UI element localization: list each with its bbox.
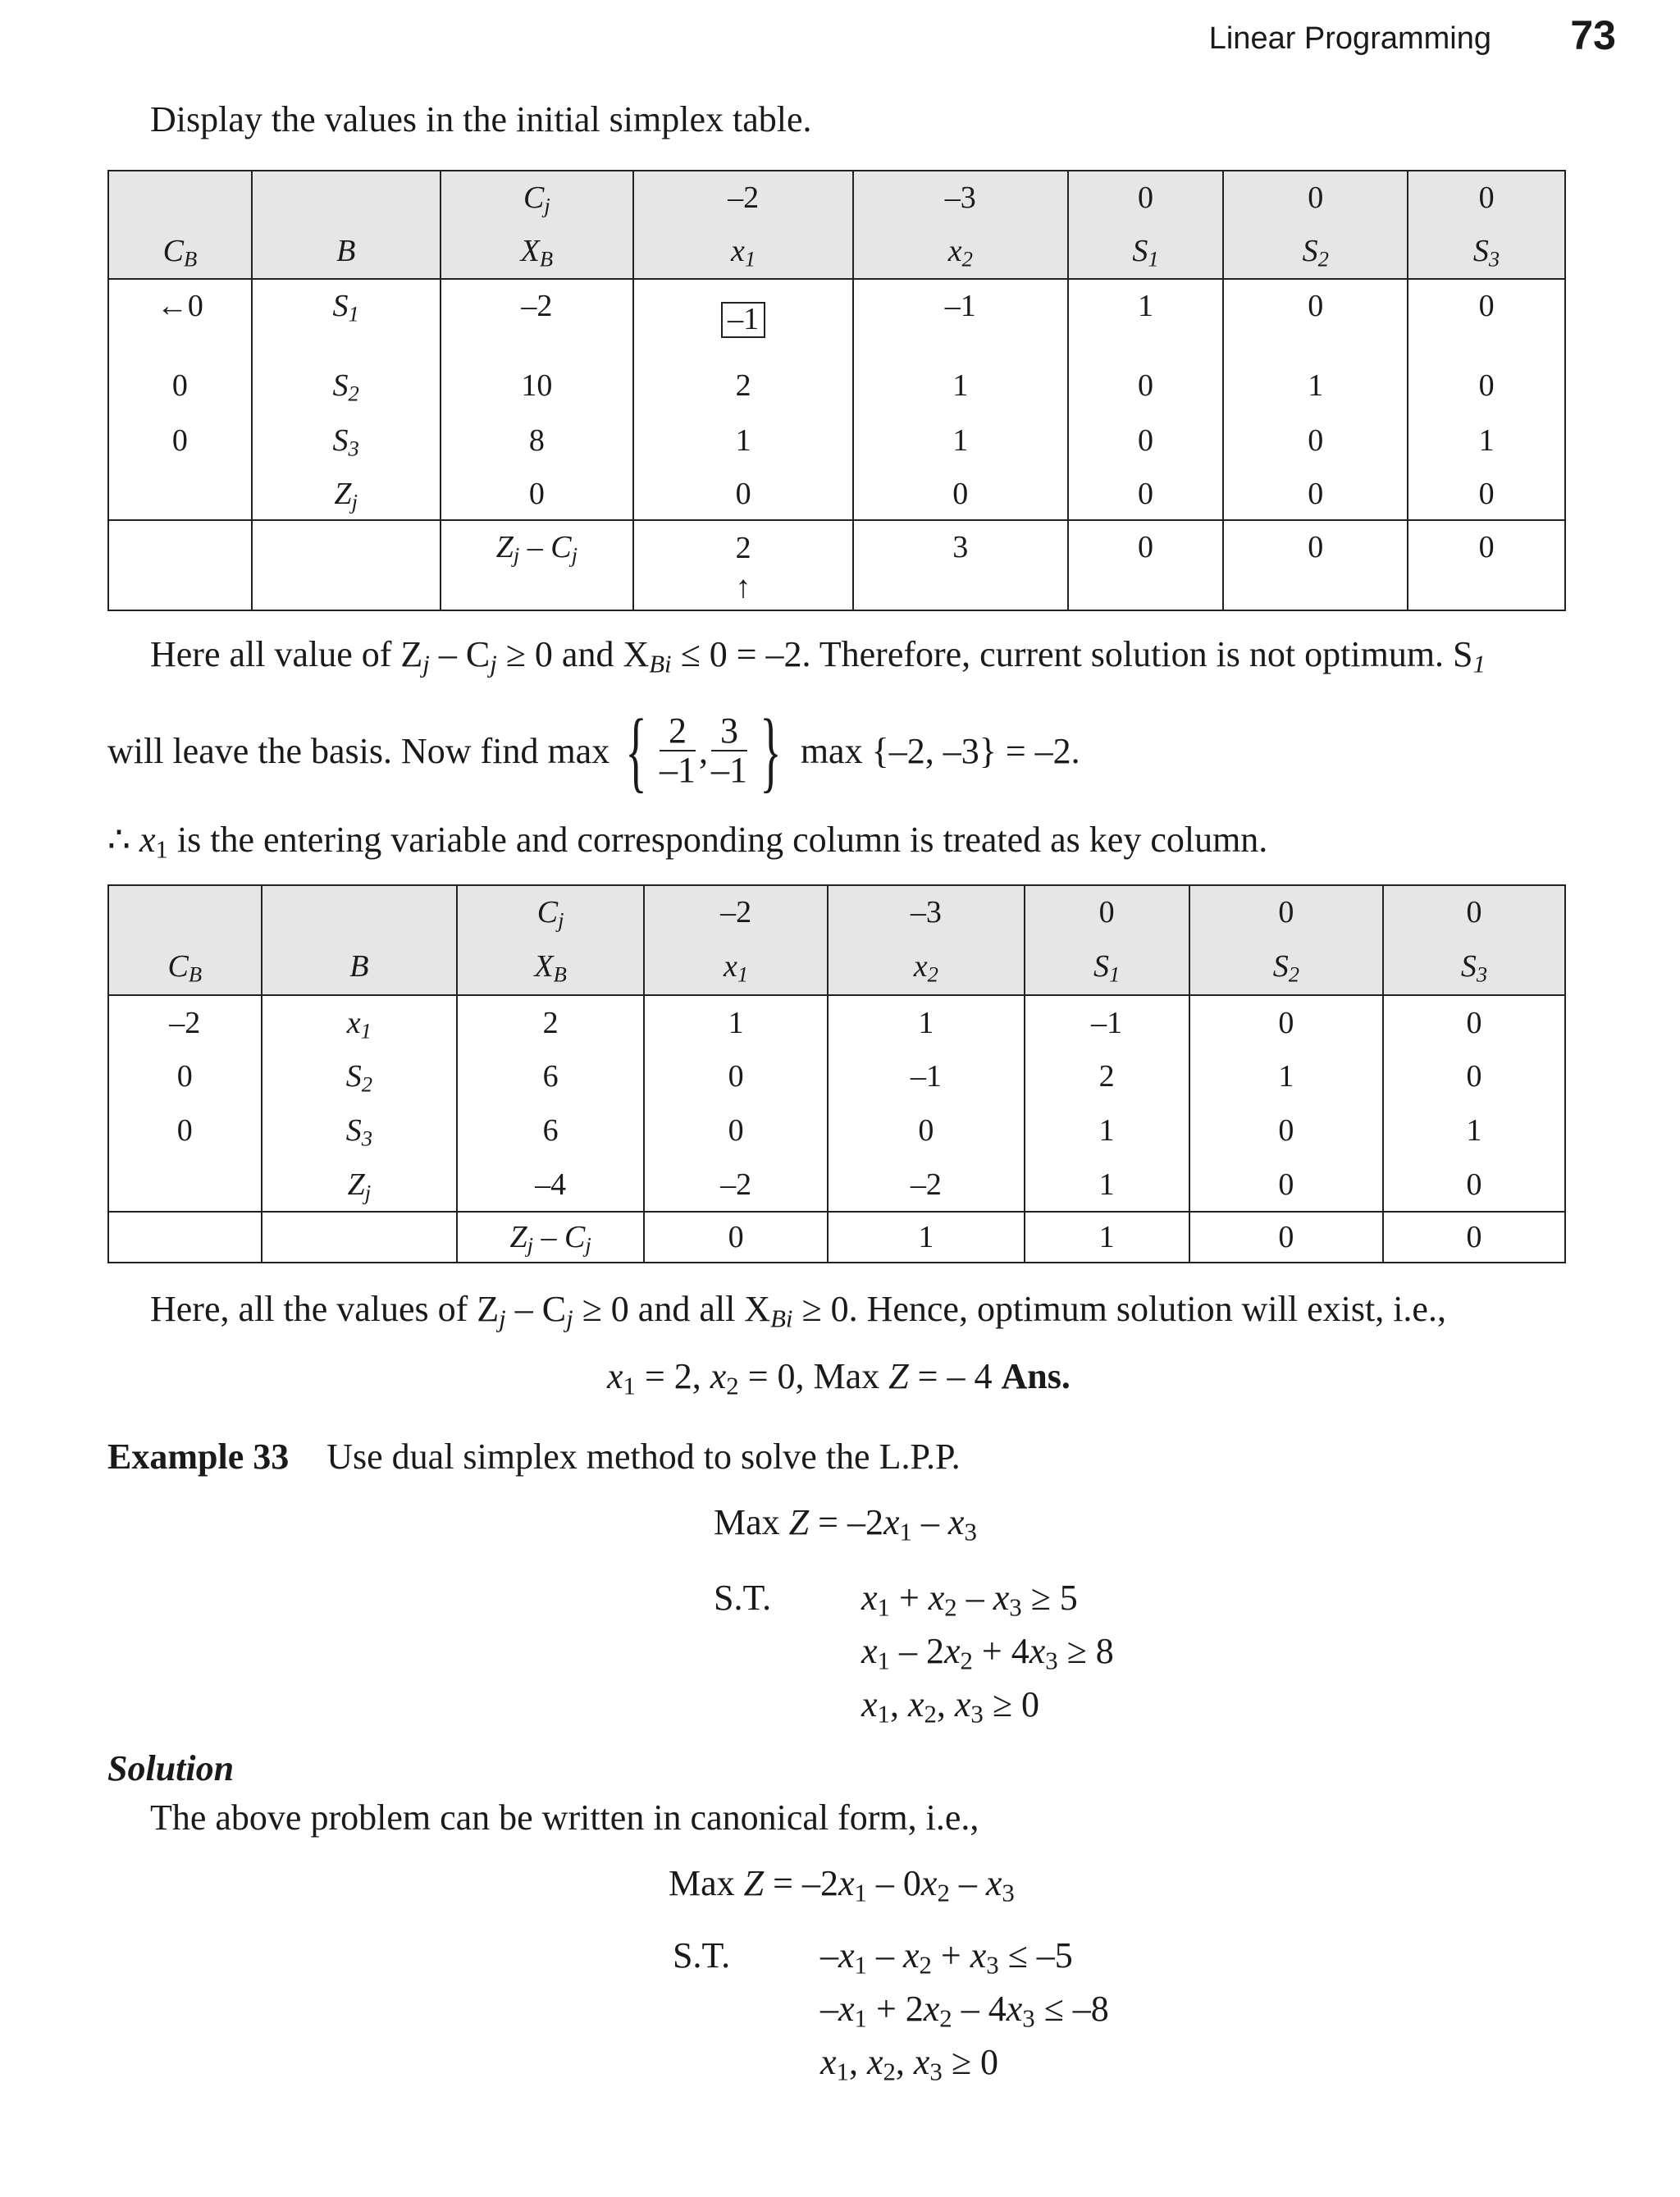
paragraph-line: ∴ $x_1$ is the entering variable and corresponding column is treated as key column. [107, 820, 1268, 864]
cj-value: 0 [1068, 171, 1224, 223]
value-cell: 2 [1025, 1049, 1189, 1103]
var-header-s2: $S_2$ [1189, 938, 1383, 995]
value-cell: 1 [1189, 1049, 1383, 1103]
table-row [108, 995, 1565, 1049]
cb-header: $C_B$ [108, 938, 262, 995]
zj-row [108, 468, 1565, 520]
basis-cell: $S_2$ [262, 1049, 457, 1103]
basis-cell: $x_1$ [262, 995, 457, 1049]
value-cell: 0 [1189, 1103, 1383, 1158]
value-cell: 0 [1223, 468, 1408, 520]
value-cell: 0 [1189, 1158, 1383, 1212]
example-constraint: $x_1 - 2x_2 + 4x_3 \ge 8$ [861, 1631, 1114, 1675]
var-header-x2: $x_2$ [828, 938, 1024, 995]
value-cell: 0 [1408, 358, 1565, 413]
value-cell: 1 [1223, 358, 1408, 413]
cb-cell: 0 [108, 1049, 262, 1103]
paragraph-line: will leave the basis. Now find max { $\frac{2}{-1}$ , $\frac{3}{-1}$ } max {–2, –3} = –2. [107, 701, 1080, 801]
var-header-s3: $S_3$ [1408, 223, 1565, 279]
value-cell: 1 [1025, 1103, 1189, 1158]
solution-constraint: $x_1$, $x_2$, $x_3 \ge 0$ [820, 2042, 998, 2086]
key-element: –1 [633, 279, 853, 358]
zj-cj-label: $Z_j - C_j$ [441, 520, 634, 610]
cj-label: $C_j$ [441, 171, 634, 223]
example-label: Example 33 [107, 1436, 290, 1477]
value-cell: 0 [1408, 279, 1565, 358]
xb-header: $X_B$ [457, 938, 644, 995]
value-cell: 1 [1408, 413, 1565, 468]
value-cell: 0 [1223, 279, 1408, 358]
value-cell: 0 [1223, 413, 1408, 468]
cj-value: 0 [1383, 885, 1565, 938]
value-cell: 0 [1383, 995, 1565, 1049]
cj-value: –2 [644, 885, 828, 938]
running-header-title: Linear Programming [1208, 21, 1491, 56]
xb-cell: 6 [457, 1049, 644, 1103]
value-cell: 1 [1068, 279, 1224, 358]
basis-cell: $Z_j$ [262, 1158, 457, 1212]
cb-cell [108, 1158, 262, 1212]
value-cell: 0 [1068, 413, 1224, 468]
cb-cell: 0 [108, 358, 252, 413]
cj-label: $C_j$ [457, 885, 644, 938]
value-cell: 0 [1408, 520, 1565, 610]
value-cell: 0 [1068, 358, 1224, 413]
value-cell: 0 [644, 1212, 828, 1263]
solution-objective: Max $Z = -2x_1 - 0x_2 - x_3$ [669, 1863, 1015, 1907]
solution-constraint: $-x_1 - x_2 + x_3 \le -5$ [820, 1935, 1073, 1980]
solution-constraint: $-x_1 + 2x_2 - 4x_3 \le -8$ [820, 1989, 1109, 2033]
cj-value: –2 [633, 171, 853, 223]
value-cell: 2 [633, 358, 853, 413]
basis-cell: $S_2$ [252, 358, 441, 413]
zj-cj-row [108, 520, 1565, 610]
value-cell: 1 [853, 413, 1068, 468]
var-header-x2: $x_2$ [853, 223, 1068, 279]
intro-text: Display the values in the initial simplex table. [150, 99, 812, 139]
page-number: 73 [1570, 12, 1616, 58]
xb-cell: 0 [441, 468, 634, 520]
value-cell: 0 [1189, 995, 1383, 1049]
var-header-x1: $x_1$ [644, 938, 828, 995]
xb-cell: 6 [457, 1103, 644, 1158]
value-cell: 0 [1383, 1158, 1565, 1212]
solution-text: The above problem can be written in canonical form, i.e., [150, 1797, 979, 1838]
value-cell: 3 [853, 520, 1068, 610]
value-cell: 1 [633, 413, 853, 468]
basis-cell: $S_3$ [252, 413, 441, 468]
example-text: Use dual simplex method to solve the L.P.P. [326, 1436, 961, 1477]
cb-cell: ←0 [108, 279, 252, 358]
value-cell: –1 [853, 279, 1068, 358]
value-cell: 0 [1408, 468, 1565, 520]
var-header-s2: $S_2$ [1223, 223, 1408, 279]
paragraph-line: Here, all the values of $Z_j - C_j \ge 0$ and all $X_{Bi} \ge 0$. Hence, optimum solution will exist, i.e., [150, 1289, 1446, 1333]
value-cell: 0 [1383, 1049, 1565, 1103]
result-line: $x_1 = 2$, $x_2 = 0$, Max Z = – 4 Ans. [607, 1356, 1071, 1400]
xb-header: $X_B$ [441, 223, 634, 279]
value-cell: 0 [1068, 468, 1224, 520]
value-cell: 1 [828, 1212, 1024, 1263]
value-cell: –2 [644, 1158, 828, 1212]
value-cell: 0 [633, 468, 853, 520]
value-cell: 1 [828, 995, 1024, 1049]
cj-value: –3 [828, 885, 1024, 938]
value-cell: 1 [1025, 1212, 1189, 1263]
xb-cell: 8 [441, 413, 634, 468]
example-objective: Max $Z = -2x_1 - x_3$ [714, 1502, 977, 1546]
xb-cell: –2 [441, 279, 634, 358]
example-constraint: $x_1$, $x_2$, $x_3 \ge 0$ [861, 1684, 1039, 1729]
value-cell: 1 [1025, 1158, 1189, 1212]
cj-value: 0 [1223, 171, 1408, 223]
cj-value: –3 [853, 171, 1068, 223]
b-header: B [262, 938, 457, 995]
cb-cell: –2 [108, 995, 262, 1049]
basis-cell: $Z_j$ [252, 468, 441, 520]
value-cell: 0 [1189, 1212, 1383, 1263]
cj-value: 0 [1189, 885, 1383, 938]
basis-cell: $S_3$ [262, 1103, 457, 1158]
value-cell: 1 [644, 995, 828, 1049]
value-cell: –2 [828, 1158, 1024, 1212]
value-cell: 0 [1068, 520, 1224, 610]
value-cell: 0 [1383, 1212, 1565, 1263]
value-cell: 1 [853, 358, 1068, 413]
value-cell: 0 [1223, 520, 1408, 610]
fraction: $\frac{2}{-1}$ [660, 710, 696, 790]
value-cell: 0 [644, 1103, 828, 1158]
zj-cj-row [108, 1212, 1565, 1263]
value-cell: –1 [828, 1049, 1024, 1103]
table-row [108, 1103, 1565, 1158]
cb-cell: 0 [108, 413, 252, 468]
xb-cell: 2 [457, 995, 644, 1049]
xb-cell: –4 [457, 1158, 644, 1212]
answer-label: Ans. [1001, 1356, 1071, 1396]
var-header-s1: $S_1$ [1068, 223, 1224, 279]
value-cell: 0 [853, 468, 1068, 520]
cb-cell [108, 468, 252, 520]
value-cell: 1 [1383, 1103, 1565, 1158]
table-row [108, 279, 1565, 358]
zj-cj-label: $Z_j - C_j$ [457, 1212, 644, 1263]
solution-st-label: S.T. [673, 1935, 731, 1975]
paragraph-line: Here all value of $Z_j - C_j \ge 0$ and $X_{Bi} \le 0 = -2$. Therefore, current solution is not optimum. $S_1$ [150, 634, 1486, 678]
example-st-label: S.T. [714, 1578, 772, 1618]
example-heading [107, 1436, 961, 1478]
var-header-s1: $S_1$ [1025, 938, 1189, 995]
cj-value: 0 [1408, 171, 1565, 223]
fraction: $\frac{3}{-1}$ [711, 710, 748, 790]
xb-cell: 10 [441, 358, 634, 413]
cb-cell: 0 [108, 1103, 262, 1158]
basis-cell: $S_1$ [252, 279, 441, 358]
zj-row [108, 1158, 1565, 1212]
table-row [108, 358, 1565, 413]
table-row [108, 1049, 1565, 1103]
cj-value: 0 [1025, 885, 1189, 938]
table-row [108, 413, 1565, 468]
example-constraint: $x_1 + x_2 - x_3 \ge 5$ [861, 1578, 1078, 1622]
var-header-x1: $x_1$ [633, 223, 853, 279]
entering-arrow-icon: ↑ [735, 569, 751, 605]
value-cell: 0 [644, 1049, 828, 1103]
value-cell: 2 ↑ [633, 520, 853, 610]
second-simplex-table [107, 884, 1566, 1263]
cb-header: $C_B$ [108, 223, 252, 279]
b-header: B [252, 223, 441, 279]
initial-simplex-table [107, 170, 1566, 611]
value-cell: 0 [828, 1103, 1024, 1158]
value-cell: –1 [1025, 995, 1189, 1049]
solution-heading: Solution [107, 1748, 235, 1788]
var-header-s3: $S_3$ [1383, 938, 1565, 995]
